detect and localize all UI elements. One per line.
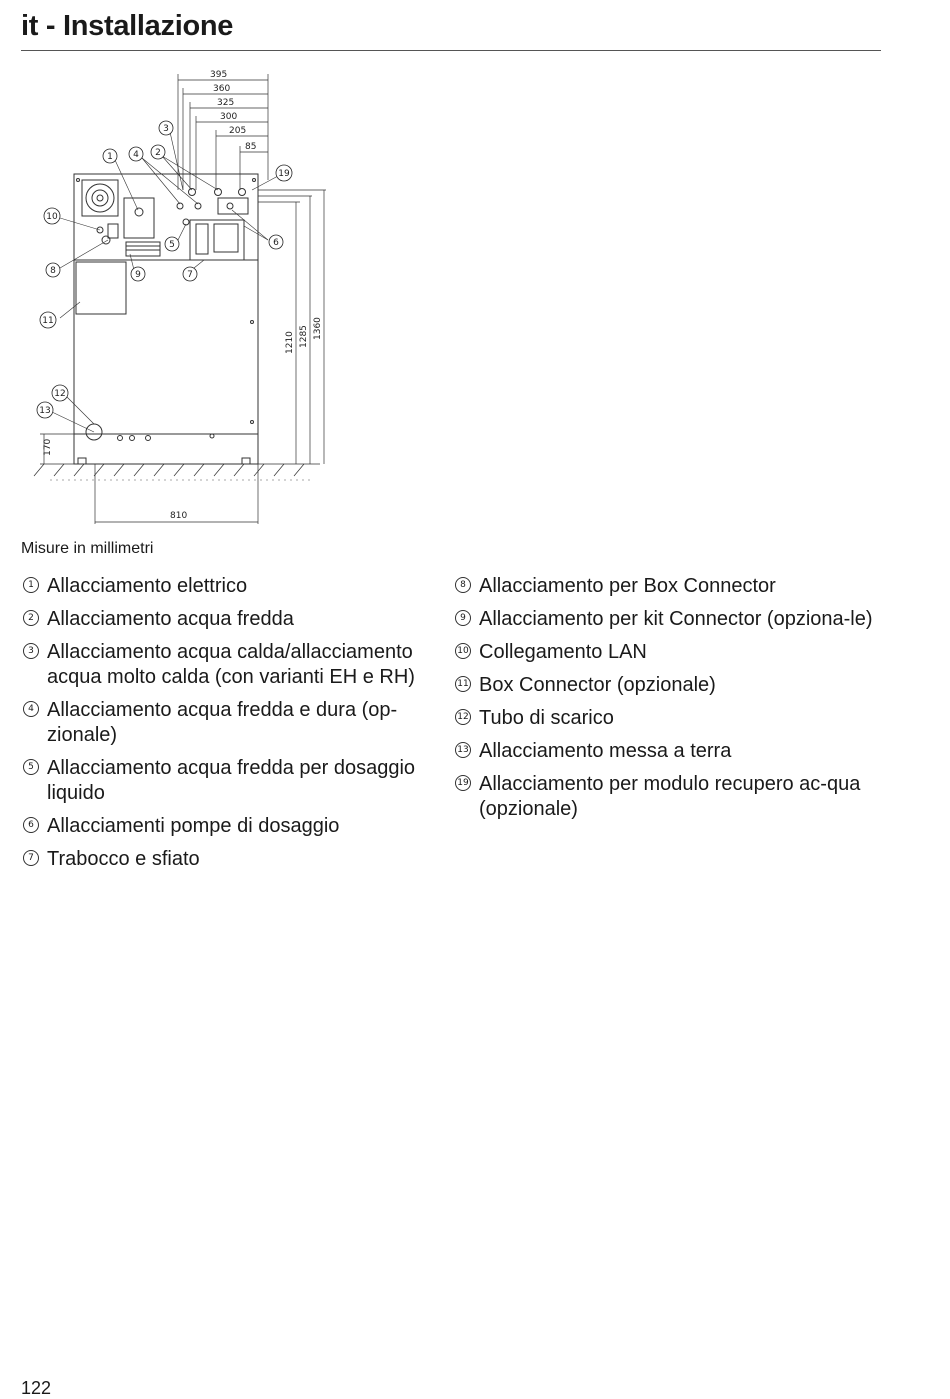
legend-text: Allacciamento elettrico [47,575,248,597]
legend-item [455,739,885,764]
callout-1 [103,149,117,163]
svg-text:9: 9 [135,270,141,280]
legend-text: Allacciamento per modulo recupero ac-qua (opzionale) [479,773,861,820]
page-title: it - Installazione [21,10,234,42]
legend-item [23,756,453,806]
callout-13 [37,402,53,418]
legend-right [455,574,885,830]
callout-3 [159,121,173,135]
callout-11 [40,312,56,328]
legend-item [23,814,453,839]
svg-text:19: 19 [278,169,290,179]
callout-number: 7 [23,850,39,866]
dim-85: 85 [245,142,257,152]
dim-300: 300 [220,112,238,122]
callout-5 [165,237,179,251]
legend-text: Allacciamento acqua calda/allacciamento acqua molto calda (con varianti EH e RH) [47,641,415,688]
dim-1360: 1360 [313,317,323,340]
dim-395: 395 [210,70,228,80]
callout-number: 12 [455,709,471,725]
dim-325: 325 [217,98,235,108]
header-divider [21,50,881,51]
callout-7 [183,267,197,281]
legend-text: Allacciamento acqua fredda [47,608,294,630]
legend-item [23,607,453,632]
svg-text:1: 1 [107,152,113,162]
legend-text: Trabocco e sfiato [47,848,200,870]
legend-text: Allacciamento per kit Connector (opziona-le) [479,608,873,630]
dim-170: 170 [43,438,53,456]
legend-item [23,574,453,599]
svg-text:8: 8 [50,266,56,276]
legend-item [23,640,453,690]
callout-number: 3 [23,643,39,659]
legend-text: Allacciamento acqua fredda per dosaggio liquido [47,757,416,804]
page-number: 122 [21,1378,52,1398]
dim-205: 205 [229,126,247,136]
legend-text: Allacciamento per Box Connector [479,575,776,597]
dim-1210: 1210 [285,331,295,354]
installation-diagram [20,62,340,532]
callout-number: 6 [23,817,39,833]
svg-text:4: 4 [133,150,139,160]
legend-text: Allacciamenti pompe di dosaggio [47,815,340,837]
callout-6 [269,235,283,249]
svg-text:7: 7 [187,270,193,280]
legend-item [455,706,885,731]
legend-text: Box Connector (opzionale) [479,674,716,696]
legend-text: Allacciamento messa a terra [479,740,732,762]
callout-number: 2 [23,610,39,626]
callout-number: 13 [455,742,471,758]
svg-text:11: 11 [42,316,54,326]
callout-number: 1 [23,577,39,593]
legend-item [455,772,885,822]
legend-item [23,847,453,872]
legend-item [455,574,885,599]
svg-text:2: 2 [155,148,161,158]
callout-9 [131,267,145,281]
svg-text:10: 10 [46,212,58,222]
callout-8 [46,263,60,277]
legend-text: Tubo di scarico [479,707,614,729]
dim-810: 810 [170,511,188,521]
callout-number: 19 [455,775,471,791]
callout-19 [276,165,292,181]
svg-text:5: 5 [169,240,175,250]
callout-number: 9 [455,610,471,626]
callout-number: 4 [23,701,39,717]
callout-number: 11 [455,676,471,692]
figure-caption: Misure in millimetri [21,540,154,557]
legend-item [455,673,885,698]
callout-10 [44,208,60,224]
legend-item [455,607,885,632]
legend-text: Collegamento LAN [479,641,647,663]
dim-360: 360 [213,84,231,94]
legend-left [23,574,453,880]
callout-number: 8 [455,577,471,593]
dim-1285: 1285 [299,325,309,348]
callout-number: 10 [455,643,471,659]
svg-text:6: 6 [273,238,279,248]
svg-text:13: 13 [39,406,51,416]
svg-text:3: 3 [163,124,169,134]
legend-item [23,698,453,748]
legend-text: Allacciamento acqua fredda e dura (op-zionale) [47,699,398,746]
legend-item [455,640,885,665]
callout-number: 5 [23,759,39,775]
callout-4 [129,147,143,161]
callout-2 [151,145,165,159]
svg-text:12: 12 [54,389,66,399]
callout-12 [52,385,68,401]
